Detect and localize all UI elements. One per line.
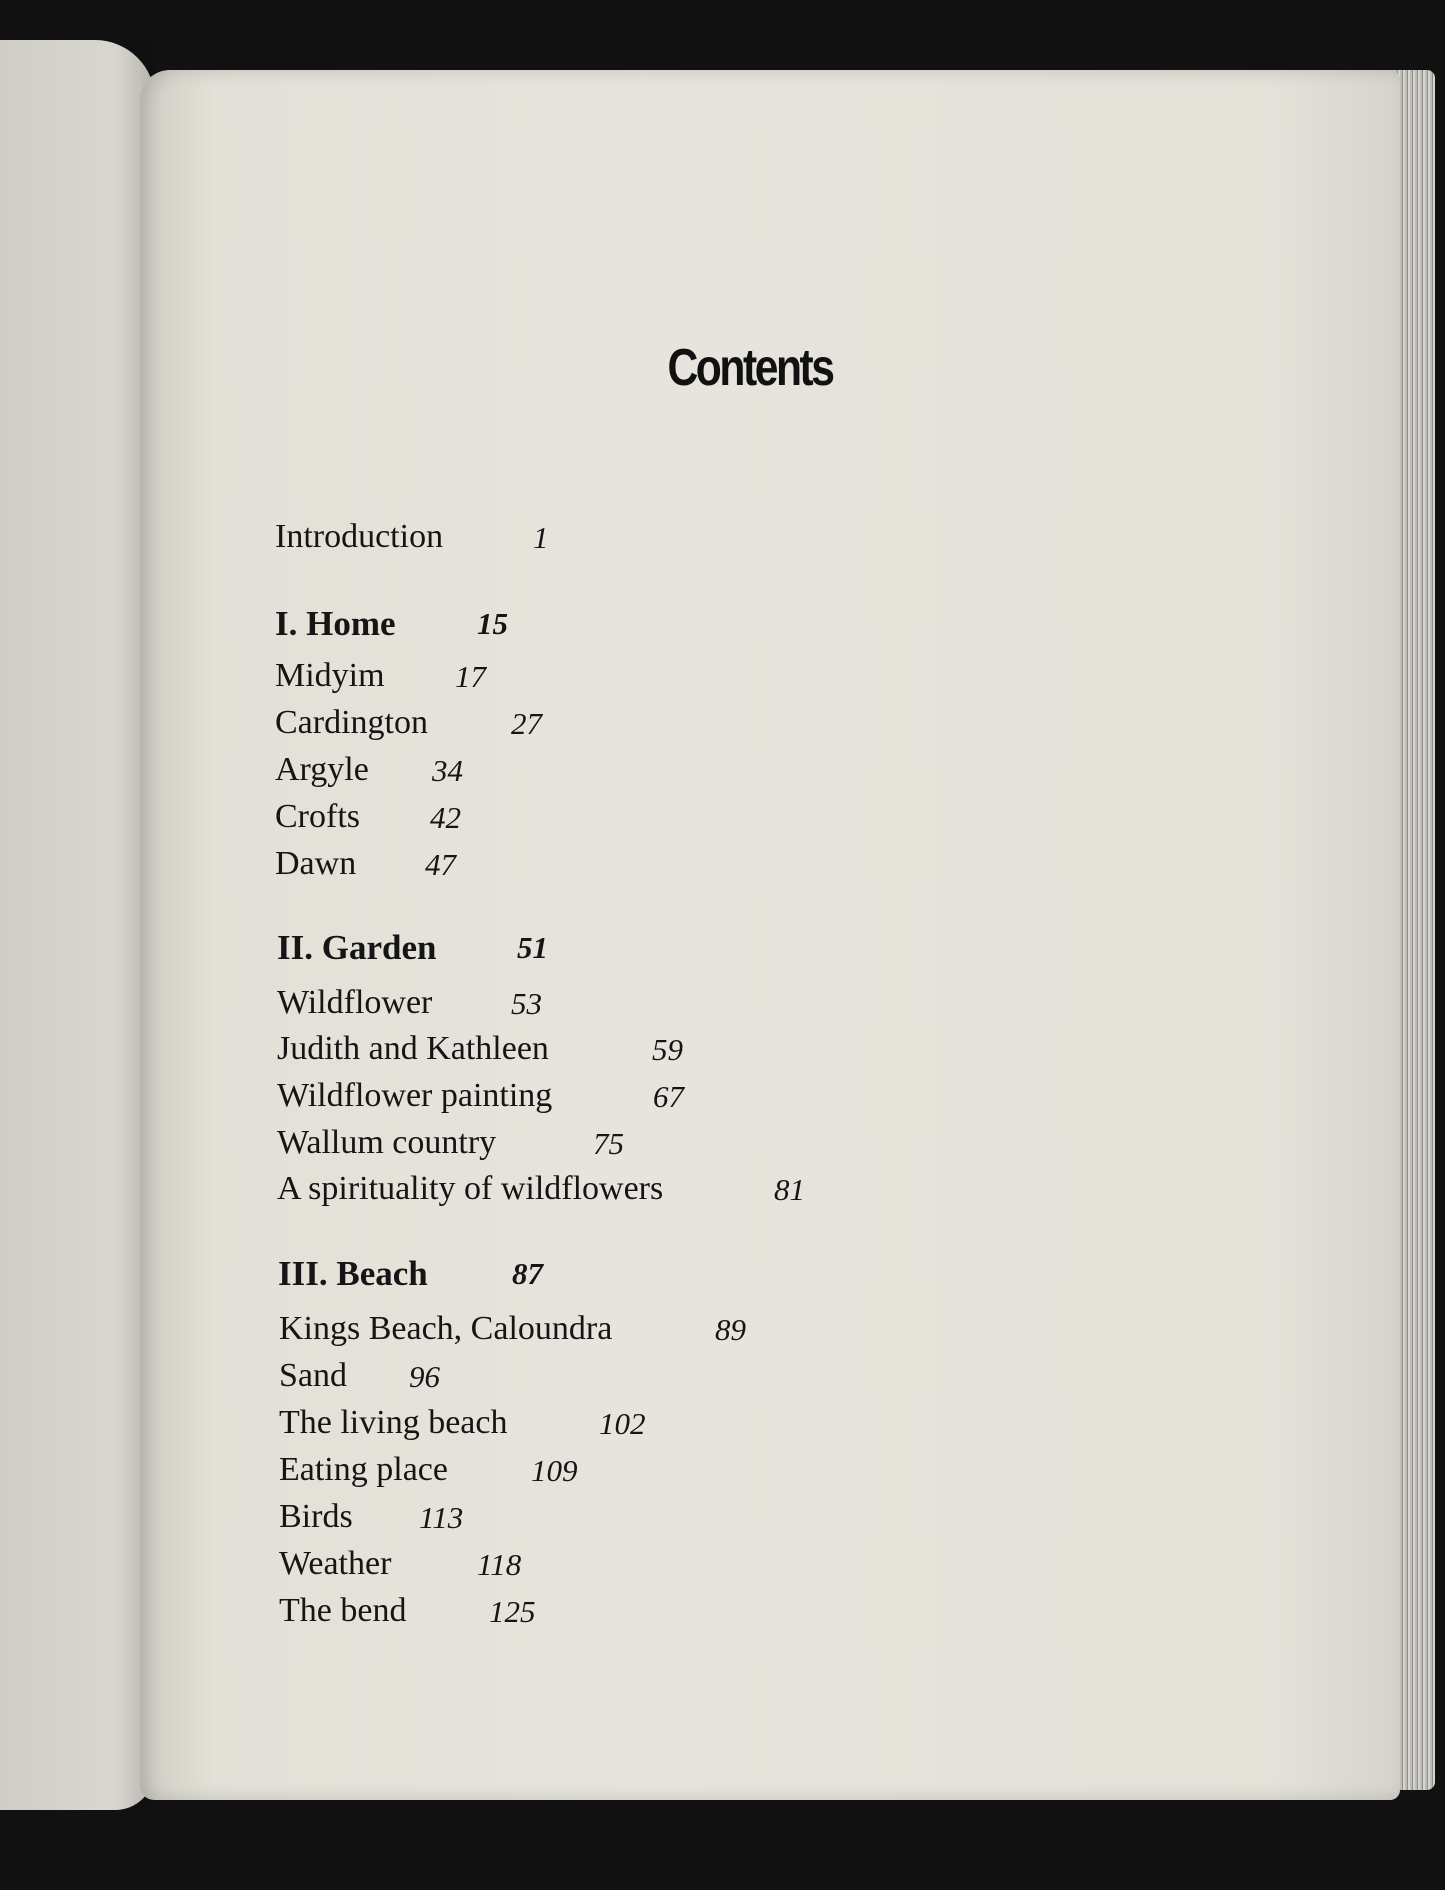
toc-entry-title: A spirituality of wildflowers (277, 1170, 664, 1207)
toc-entry-page: 15 (477, 606, 508, 641)
toc-entry-title: Weather (279, 1545, 392, 1582)
toc-entry-title: Wallum country (277, 1124, 497, 1161)
toc-entry-page: 53 (511, 986, 542, 1021)
toc-entry-page: 109 (531, 1453, 578, 1488)
toc-entry-page: 42 (430, 800, 461, 835)
toc-entry-page: 113 (419, 1500, 464, 1535)
facing-page (0, 40, 155, 1810)
toc-entry-page: 1 (533, 520, 549, 555)
toc-entry-page: 51 (517, 930, 548, 965)
toc-entry-title: Midyim (275, 657, 385, 694)
toc-entry-title: II. Garden (277, 928, 437, 967)
toc-entry-title: Kings Beach, Caloundra (279, 1310, 613, 1347)
toc-entry-title: Judith and Kathleen (277, 1030, 549, 1067)
toc-entry-title: Crofts (275, 798, 360, 835)
toc-entry-page: 27 (511, 706, 542, 741)
toc-entry-title: Wildflower painting (277, 1077, 553, 1114)
toc-entry-page: 34 (432, 753, 463, 788)
toc-entry-title: I. Home (275, 604, 396, 643)
toc-entry-page: 17 (455, 659, 486, 694)
toc-entry-page: 125 (489, 1594, 536, 1629)
toc-entry-title: Introduction (275, 518, 444, 555)
contents-title: Contents (667, 339, 833, 397)
toc-entry-page: 75 (593, 1126, 624, 1161)
toc-entry-title: Cardington (275, 704, 428, 741)
toc-entry-title: Dawn (275, 845, 357, 882)
toc-entry-page: 89 (715, 1312, 746, 1347)
toc-entry-title: Eating place (279, 1451, 448, 1488)
toc-entry-page: 102 (599, 1406, 646, 1441)
toc-entry-page: 47 (425, 847, 456, 882)
toc-entry-title: The living beach (279, 1404, 508, 1441)
toc-entry-title: Birds (279, 1498, 353, 1535)
toc-entry-page: 81 (774, 1172, 805, 1207)
toc-entry-page: 87 (512, 1256, 543, 1291)
toc-entry-title: The bend (279, 1592, 407, 1629)
toc-entry-page: 67 (653, 1079, 684, 1114)
toc-entry-page: 118 (477, 1547, 522, 1582)
toc-entry-title: Wildflower (277, 984, 433, 1021)
toc-entry-page: 59 (652, 1032, 683, 1067)
toc-entry-title: Sand (279, 1357, 347, 1394)
toc-entry-page: 96 (409, 1359, 440, 1394)
toc-entry-title: Argyle (275, 751, 369, 788)
toc-entry-title: III. Beach (278, 1254, 428, 1293)
